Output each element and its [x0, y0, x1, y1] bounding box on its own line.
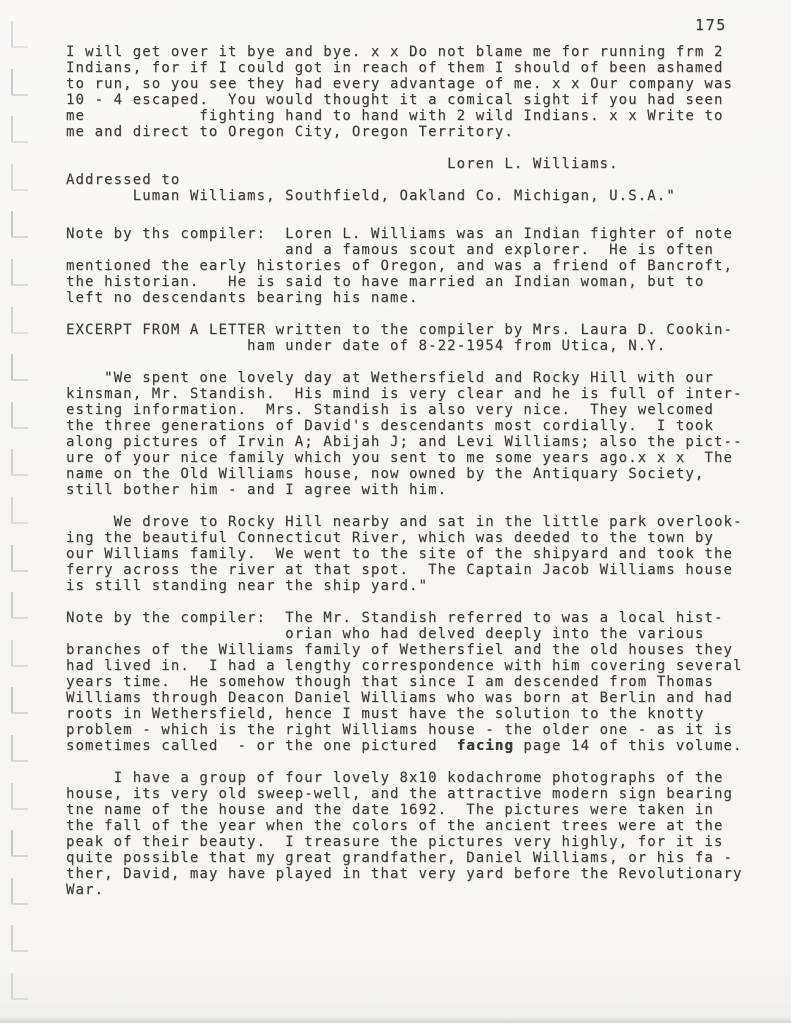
binding-mark [11, 497, 28, 524]
text-line [66, 306, 743, 322]
text-line [66, 354, 743, 370]
text-line: EXCERPT FROM A LETTER written to the compiler by Mrs. Laura D. Cookin- [66, 322, 734, 338]
text-line: mentioned the early histories of Oregon, and was a friend of Bancroft, [66, 258, 734, 274]
text-line: kinsman, Mr. Standish. His mind is very clear and he is full of inter- [66, 386, 743, 402]
text-line: War. [66, 882, 105, 898]
text-line: ther, David, may have played in that very yard before the Revolutionary [66, 866, 743, 882]
text-line [66, 754, 743, 770]
binding-mark [11, 973, 28, 1000]
binding-mark [11, 449, 28, 476]
text-line: We drove to Rocky Hill nearby and sat in the little park overlook- [66, 514, 743, 530]
text-line: branches of the Williams family of Wethersfiel and the old houses they [66, 642, 734, 658]
text-line: Williams through Deacon Daniel Williams who was born at Berlin and had [66, 690, 734, 706]
binding-mark [11, 21, 28, 48]
text-line: Addressed to [66, 172, 181, 188]
typed-text [66, 44, 743, 898]
binding-mark [11, 211, 28, 238]
text-line: still bother him - and I agree with him. [66, 482, 448, 498]
text-line: the fall of the year when the colors of the ancient trees were at the [66, 818, 724, 834]
scan-edge-shadow [0, 1017, 791, 1023]
text-line: the historian. He is said to have married an Indian woman, but to [66, 274, 705, 290]
text-line: orian who had delved deeply into the various [66, 626, 705, 642]
binding-mark [11, 354, 28, 381]
text-line: left no descendants bearing his name. [66, 290, 419, 306]
text-line: ure of your nice family which you sent to me some years ago.x x x The [66, 450, 734, 466]
text-line: had lived in. I had a lengthy correspondence with him covering several [66, 658, 743, 674]
binding-mark [11, 116, 28, 143]
text-line: Indians, for if I could got in reach of them I should of been ashamed [66, 60, 724, 76]
text-line: along pictures of Irvin A; Abijah J; and Levi Williams; also the pict-- [66, 434, 743, 450]
text-line: I have a group of four lovely 8x10 kodachrome photographs of the [66, 770, 724, 786]
text-line: peak of their beauty. I treasure the pictures very highly, for it is [66, 834, 724, 850]
text-line: esting information. Mrs. Standish is also very nice. They welcomed [66, 402, 714, 418]
binding-mark [11, 69, 28, 96]
binding-mark [11, 925, 28, 952]
text-line: 10 - 4 escaped. You would thought it a comical sight if you had seen [66, 92, 724, 108]
binding-mark [11, 640, 28, 667]
text-line: Loren L. Williams. [66, 156, 619, 172]
text-line: problem - which is the right Williams house - the older one - as it is [66, 722, 734, 738]
text-line: roots in Wethersfield, hence I must have the solution to the knotty [66, 706, 705, 722]
text-line: ferry across the river at that spot. The Captain Jacob Williams house [66, 562, 734, 578]
binding-mark [11, 830, 28, 857]
text-line: ing the beautiful Connecticut River, which was deeded to the town by [66, 530, 714, 546]
binding-mark [11, 307, 28, 334]
text-line: "We spent one lovely day at Wethersfield and Rocky Hill with our [66, 370, 714, 386]
text-line: to run, so you see they had every advantage of me. x x Our company was [66, 76, 734, 92]
text-line: Note by ths compiler: Loren L. Williams was an Indian fighter of note [66, 226, 734, 242]
text-line: ham under date of 8-22-1954 from Utica, N.Y. [66, 338, 667, 354]
text-line: and a famous scout and explorer. He is often [66, 242, 714, 258]
text-line: years time. He somehow though that since I am descended from Thomas [66, 674, 714, 690]
binding-mark [11, 878, 28, 905]
text-line: name on the Old Williams house, now owned by the Antiquary Society, [66, 466, 705, 482]
binding-mark [11, 545, 28, 572]
binding-mark [11, 259, 28, 286]
binding-mark [11, 687, 28, 714]
binding-mark [11, 735, 28, 762]
text-line: I will get over it bye and bye. x x Do not blame me for running frm 2 [66, 44, 724, 60]
binding-mark [11, 164, 28, 191]
binding-mark [11, 592, 28, 619]
text-line: tne name of the house and the date 1692. The pictures were taken in [66, 802, 714, 818]
text-line: me fighting hand to hand with 2 wild Indians. x x Write to [66, 108, 724, 124]
text-line [66, 204, 743, 220]
binding-mark [11, 783, 28, 810]
text-line [66, 140, 743, 156]
text-line: quite possible that my great grandfather, Daniel Williams, or his fa - [66, 850, 734, 866]
text-line: me and direct to Oregon City, Oregon Territory. [66, 124, 514, 140]
text-line: Note by the compiler: The Mr. Standish referred to was a local hist- [66, 610, 724, 626]
page-number: 175 [695, 16, 727, 34]
text-line: the three generations of David's descendants most cordially. I took [66, 418, 714, 434]
binding-mark [11, 402, 28, 429]
text-line [66, 498, 743, 514]
text-line: house, its very old sweep-well, and the attractive modern sign bearing [66, 786, 734, 802]
text-line [66, 594, 743, 610]
text-line: our Williams family. We went to the site of the shipyard and took the [66, 546, 734, 562]
text-line: Luman Williams, Southfield, Oakland Co. Michigan, U.S.A." [66, 188, 676, 204]
text-line: sometimes called - or the one pictured facing page 14 of this volume. [66, 738, 743, 754]
text-line: is still standing near the ship yard." [66, 578, 429, 594]
